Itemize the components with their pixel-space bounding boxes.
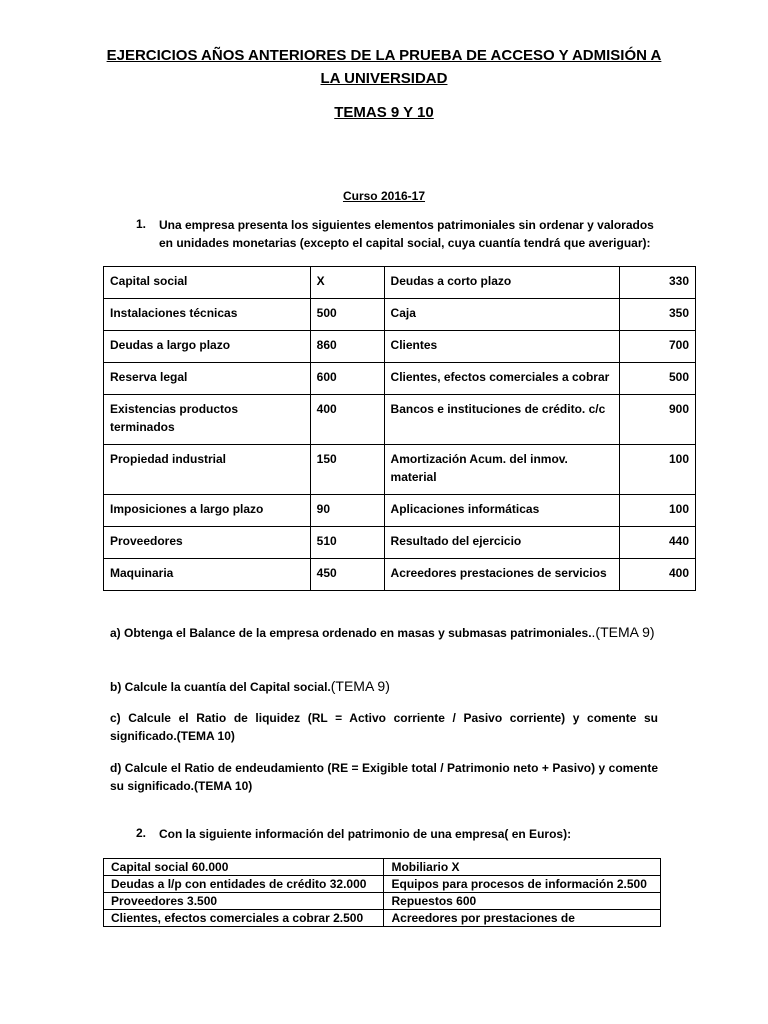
document-title	[0, 44, 768, 90]
table-row	[104, 876, 661, 893]
table-row	[104, 363, 696, 395]
patrimonial-elements-table	[103, 266, 696, 591]
element-value-cell: 330	[620, 267, 696, 299]
table-row	[104, 267, 696, 299]
element-value-cell: 510	[310, 527, 384, 559]
element-name-cell: Maquinaria	[104, 559, 311, 591]
element-value-cell: 500	[310, 299, 384, 331]
element-name-cell: Clientes	[384, 331, 620, 363]
table-row	[104, 910, 661, 927]
element-value-cell: 400	[310, 395, 384, 445]
element-value-cell: 100	[620, 445, 696, 495]
element-name-cell: Acreedores prestaciones de servicios	[384, 559, 620, 591]
sub-question-b-tema: (TEMA 9)	[330, 678, 390, 694]
patrimony-cell: Capital social 60.000	[104, 859, 384, 876]
table-row	[104, 445, 696, 495]
element-name-cell: Deudas a corto plazo	[384, 267, 620, 299]
sub-question-c: c) Calcule el Ratio de liquidez (RL = Activo corriente / Pasivo corriente) y comente su significado.(TEMA 10)	[110, 711, 658, 743]
table-row	[104, 395, 696, 445]
element-value-cell: 90	[310, 495, 384, 527]
patrimony-cell: Mobiliario X	[384, 859, 661, 876]
curso-heading: Curso 2016-17	[342, 189, 426, 203]
table-row	[104, 527, 696, 559]
table-row	[104, 859, 661, 876]
patrimony-cell: Acreedores por prestaciones de	[384, 910, 661, 927]
sub-question-a	[110, 623, 658, 642]
element-value-cell: 350	[620, 299, 696, 331]
element-value-cell: 400	[620, 559, 696, 591]
table-row	[104, 559, 696, 591]
question-1-number: 1.	[136, 217, 147, 231]
title-line-1: EJERCICIOS AÑOS ANTERIORES DE LA PRUEBA DE ACCESO Y ADMISIÓN A	[106, 47, 662, 64]
element-name-cell: Propiedad industrial	[104, 445, 311, 495]
element-name-cell: Proveedores	[104, 527, 311, 559]
element-name-cell: Bancos e instituciones de crédito. c/c	[384, 395, 620, 445]
table-row	[104, 331, 696, 363]
question-1-text	[159, 216, 654, 252]
sub-question-a-tema: .(TEMA 9)	[591, 624, 655, 640]
element-name-cell: Caja	[384, 299, 620, 331]
element-value-cell: 700	[620, 331, 696, 363]
temas-heading: TEMAS 9 Y 10	[334, 104, 434, 121]
sub-question-a-text: a) Obtenga el Balance de la empresa ordenado en masas y submasas patrimoniales.	[110, 626, 592, 640]
sub-question-b	[110, 677, 658, 696]
patrimony-cell: Proveedores 3.500	[104, 893, 384, 910]
element-value-cell: 440	[620, 527, 696, 559]
element-name-cell: Capital social	[104, 267, 311, 299]
element-name-cell: Existencias productos terminados	[104, 395, 311, 445]
element-name-cell: Deudas a largo plazo	[104, 331, 311, 363]
patrimony-cell: Clientes, efectos comerciales a cobrar 2.500	[104, 910, 384, 927]
title-line-2: LA UNIVERSIDAD	[320, 70, 448, 87]
patrimony-cell: Repuestos 600	[384, 893, 661, 910]
question-1-line-1: Una empresa presenta los siguientes elementos patrimoniales sin ordenar y valorados	[159, 218, 654, 232]
element-name-cell: Imposiciones a largo plazo	[104, 495, 311, 527]
element-value-cell: 860	[310, 331, 384, 363]
patrimony-info-table	[103, 858, 661, 927]
sub-question-d: d) Calcule el Ratio de endeudamiento (RE = Exigible total / Patrimonio neto + Pasivo) y comente su significado.(TEMA 10)	[110, 761, 658, 793]
element-name-cell: Instalaciones técnicas	[104, 299, 311, 331]
question-2-number: 2.	[136, 826, 147, 840]
element-name-cell: Resultado del ejercicio	[384, 527, 620, 559]
table-row	[104, 893, 661, 910]
question-1-line-2: en unidades monetarias (excepto el capital social, cuya cuantía tendrá que averiguar):	[159, 236, 651, 250]
element-value-cell: X	[310, 267, 384, 299]
element-value-cell: 450	[310, 559, 384, 591]
element-name-cell: Aplicaciones informáticas	[384, 495, 620, 527]
patrimony-cell: Deudas a l/p con entidades de crédito 32.000	[104, 876, 384, 893]
element-name-cell: Reserva legal	[104, 363, 311, 395]
element-value-cell: 900	[620, 395, 696, 445]
patrimony-cell: Equipos para procesos de información 2.500	[384, 876, 661, 893]
element-value-cell: 600	[310, 363, 384, 395]
element-value-cell: 150	[310, 445, 384, 495]
table-row	[104, 495, 696, 527]
element-value-cell: 100	[620, 495, 696, 527]
table-row	[104, 299, 696, 331]
element-name-cell: Clientes, efectos comerciales a cobrar	[384, 363, 620, 395]
element-name-cell: Amortización Acum. del inmov. material	[384, 445, 620, 495]
element-value-cell: 500	[620, 363, 696, 395]
question-2-text: Con la siguiente información del patrimonio de una empresa( en Euros):	[159, 827, 572, 841]
sub-question-b-text: b) Calcule la cuantía del Capital social.	[110, 680, 331, 694]
